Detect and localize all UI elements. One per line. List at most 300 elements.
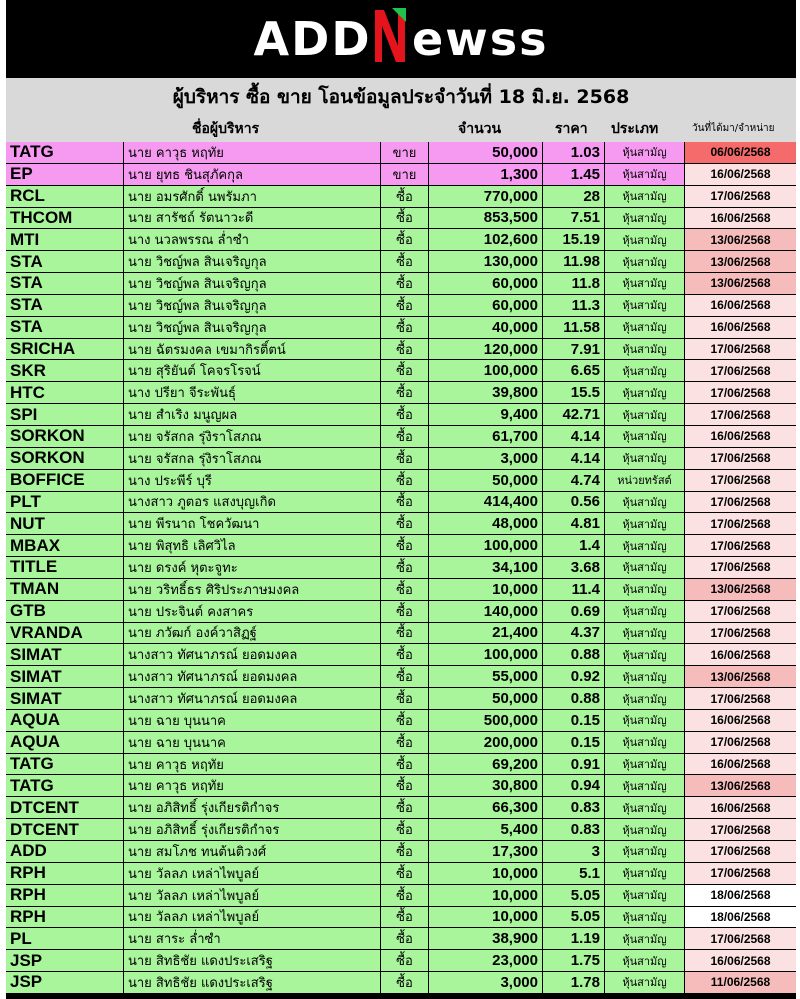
date-cell: 17/06/2568 <box>685 841 796 862</box>
security-type-cell: หุ้นสามัญ <box>605 601 685 622</box>
table-row <box>6 317 796 339</box>
symbol-cell: NUT <box>6 513 124 534</box>
date-cell: 13/06/2568 <box>685 251 796 272</box>
executive-name-cell: นาย จรัสกล รุ่งิราโสภณ <box>124 426 381 447</box>
security-type-cell: หุ้นสามัญ <box>605 644 685 665</box>
symbol-cell: RCL <box>6 186 124 207</box>
date-cell: 11/06/2568 <box>685 972 796 993</box>
price-cell: 6.65 <box>543 360 605 381</box>
security-type-cell: หุ้นสามัญ <box>605 273 685 294</box>
executive-name-cell: นาย วริทธิ์ธร ศิริประภาษมงคล <box>124 579 381 600</box>
table-row <box>6 229 796 251</box>
date-cell: 17/06/2568 <box>685 688 796 709</box>
quantity-cell: 100,000 <box>429 360 543 381</box>
action-cell: ซื้อ <box>381 404 429 425</box>
quantity-cell: 200,000 <box>429 732 543 753</box>
symbol-cell: SKR <box>6 360 124 381</box>
symbol-cell: STA <box>6 317 124 338</box>
executive-name-cell: นาย ภวัฒก์ องค์วาสิฏฐ์ <box>124 623 381 644</box>
table-row <box>6 382 796 404</box>
executive-name-cell: นาง ปรียา จีระพันธุ์ <box>124 382 381 403</box>
symbol-cell: EP <box>6 164 124 185</box>
date-cell: 18/06/2568 <box>685 907 796 928</box>
executive-name-cell: นาย วิชญ์พล สินเจริญกุล <box>124 295 381 316</box>
action-cell: ซื้อ <box>381 251 429 272</box>
table-row <box>6 950 796 972</box>
price-cell: 4.14 <box>543 426 605 447</box>
symbol-cell: MTI <box>6 229 124 250</box>
security-type-cell: หุ้นสามัญ <box>605 295 685 316</box>
price-cell: 3 <box>543 841 605 862</box>
table-row <box>6 557 796 579</box>
date-cell: 16/06/2568 <box>685 950 796 971</box>
executive-name-cell: นางสาว ทัศนาภรณ์ ยอดมงคล <box>124 644 381 665</box>
price-cell: 11.58 <box>543 317 605 338</box>
security-type-cell: หุ้นสามัญ <box>605 623 685 644</box>
price-cell: 7.91 <box>543 339 605 360</box>
header-name: ชื่อผู้บริหาร <box>192 121 260 137</box>
executive-name-cell: นาย ฉาย บุนนาค <box>124 732 381 753</box>
quantity-cell: 60,000 <box>429 295 543 316</box>
action-cell: ซื้อ <box>381 928 429 949</box>
logo-right: ewss <box>412 12 549 66</box>
action-cell: ซื้อ <box>381 666 429 687</box>
quantity-cell: 5,400 <box>429 819 543 840</box>
table-row <box>6 273 796 295</box>
date-cell: 16/06/2568 <box>685 208 796 229</box>
action-cell: ซื้อ <box>381 775 429 796</box>
table-row <box>6 404 796 426</box>
price-cell: 42.71 <box>543 404 605 425</box>
price-cell: 4.81 <box>543 513 605 534</box>
table-row <box>6 907 796 929</box>
symbol-cell: TATG <box>6 775 124 796</box>
executive-name-cell: นาย พีรนาถ โชควัฒนา <box>124 513 381 534</box>
symbol-cell: PL <box>6 928 124 949</box>
table-row <box>6 885 796 907</box>
action-cell: ซื้อ <box>381 557 429 578</box>
date-cell: 06/06/2568 <box>685 142 796 163</box>
action-cell: ซื้อ <box>381 710 429 731</box>
executive-name-cell: นาย สมโภช ทนต้นติวงศ์ <box>124 841 381 862</box>
price-cell: 0.83 <box>543 819 605 840</box>
security-type-cell: หุ้นสามัญ <box>605 492 685 513</box>
symbol-cell: AQUA <box>6 710 124 731</box>
table-row <box>6 579 796 601</box>
executive-name-cell: นาย สารัชถ์ รัตนาวะดี <box>124 208 381 229</box>
table-header <box>6 116 796 142</box>
symbol-cell: BOFFICE <box>6 470 124 491</box>
security-type-cell: หุ้นสามัญ <box>605 251 685 272</box>
action-cell: ซื้อ <box>381 470 429 491</box>
table-row <box>6 841 796 863</box>
action-cell: ซื้อ <box>381 295 429 316</box>
price-cell: 4.74 <box>543 470 605 491</box>
security-type-cell: หุ้นสามัญ <box>605 229 685 250</box>
price-cell: 5.1 <box>543 863 605 884</box>
security-type-cell: หุ้นสามัญ <box>605 142 685 163</box>
symbol-cell: ADD <box>6 841 124 862</box>
quantity-cell: 30,800 <box>429 775 543 796</box>
price-cell: 5.05 <box>543 907 605 928</box>
action-cell: ซื้อ <box>381 972 429 993</box>
symbol-cell: DTCENT <box>6 797 124 818</box>
executive-name-cell: นาย วิชญ์พล สินเจริญกุล <box>124 273 381 294</box>
table-row <box>6 623 796 645</box>
price-cell: 3.68 <box>543 557 605 578</box>
action-cell: ซื้อ <box>381 950 429 971</box>
quantity-cell: 9,400 <box>429 404 543 425</box>
executive-name-cell: นาย สิทธิชัย แดงประเสริฐ <box>124 950 381 971</box>
date-cell: 16/06/2568 <box>685 317 796 338</box>
price-cell: 1.03 <box>543 142 605 163</box>
table-row <box>6 535 796 557</box>
price-cell: 28 <box>543 186 605 207</box>
symbol-cell: RPH <box>6 885 124 906</box>
security-type-cell: หุ้นสามัญ <box>605 360 685 381</box>
executive-name-cell: นาย จรัสกล รุ่งิราโสภณ <box>124 448 381 469</box>
quantity-cell: 414,400 <box>429 492 543 513</box>
quantity-cell: 66,300 <box>429 797 543 818</box>
executive-name-cell: นาย สำเริง มนูญผล <box>124 404 381 425</box>
price-cell: 1.4 <box>543 535 605 556</box>
quantity-cell: 3,000 <box>429 972 543 993</box>
report-frame <box>6 0 796 999</box>
security-type-cell: หุ้นสามัญ <box>605 448 685 469</box>
quantity-cell: 60,000 <box>429 273 543 294</box>
table-row <box>6 928 796 950</box>
quantity-cell: 120,000 <box>429 339 543 360</box>
executive-name-cell: นาย คาวุธ หฤทัย <box>124 754 381 775</box>
transactions-table <box>6 142 796 994</box>
table-row <box>6 732 796 754</box>
action-cell: ซื้อ <box>381 273 429 294</box>
action-cell: ซื้อ <box>381 186 429 207</box>
action-cell: ซื้อ <box>381 339 429 360</box>
executive-name-cell: นาย วัลลภ เหล่าไพบูลย์ <box>124 863 381 884</box>
action-cell: ซื้อ <box>381 579 429 600</box>
security-type-cell: หุ้นสามัญ <box>605 841 685 862</box>
date-cell: 17/06/2568 <box>685 928 796 949</box>
date-cell: 16/06/2568 <box>685 295 796 316</box>
executive-name-cell: นางสาว ภูตอร แสงบุญเกิด <box>124 492 381 513</box>
table-row <box>6 164 796 186</box>
date-cell: 17/06/2568 <box>685 470 796 491</box>
quantity-cell: 500,000 <box>429 710 543 731</box>
security-type-cell: หุ้นสามัญ <box>605 819 685 840</box>
quantity-cell: 10,000 <box>429 863 543 884</box>
symbol-cell: SORKON <box>6 426 124 447</box>
table-row <box>6 492 796 514</box>
quantity-cell: 48,000 <box>429 513 543 534</box>
quantity-cell: 10,000 <box>429 907 543 928</box>
security-type-cell: หุ้นสามัญ <box>605 710 685 731</box>
quantity-cell: 50,000 <box>429 142 543 163</box>
security-type-cell: หุ้นสามัญ <box>605 928 685 949</box>
table-row <box>6 666 796 688</box>
quantity-cell: 100,000 <box>429 535 543 556</box>
table-row <box>6 797 796 819</box>
date-cell: 17/06/2568 <box>685 513 796 534</box>
table-row <box>6 142 796 164</box>
symbol-cell: MBAX <box>6 535 124 556</box>
security-type-cell: หุ้นสามัญ <box>605 426 685 447</box>
table-row <box>6 710 796 732</box>
symbol-cell: STA <box>6 273 124 294</box>
price-cell: 0.83 <box>543 797 605 818</box>
security-type-cell: หุ้นสามัญ <box>605 950 685 971</box>
quantity-cell: 50,000 <box>429 470 543 491</box>
quantity-cell: 23,000 <box>429 950 543 971</box>
date-cell: 13/06/2568 <box>685 775 796 796</box>
price-cell: 0.94 <box>543 775 605 796</box>
quantity-cell: 140,000 <box>429 601 543 622</box>
security-type-cell: หุ้นสามัญ <box>605 339 685 360</box>
table-row <box>6 251 796 273</box>
symbol-cell: SIMAT <box>6 666 124 687</box>
table-row <box>6 186 796 208</box>
symbol-cell: TMAN <box>6 579 124 600</box>
quantity-cell: 50,000 <box>429 688 543 709</box>
quantity-cell: 102,600 <box>429 229 543 250</box>
date-cell: 16/06/2568 <box>685 164 796 185</box>
price-cell: 0.56 <box>543 492 605 513</box>
quantity-cell: 40,000 <box>429 317 543 338</box>
action-cell: ซื้อ <box>381 513 429 534</box>
action-cell: ซื้อ <box>381 229 429 250</box>
executive-name-cell: นาย วัลลภ เหล่าไพบูลย์ <box>124 907 381 928</box>
security-type-cell: หุ้นสามัญ <box>605 732 685 753</box>
executive-name-cell: นาย คาวุธ หฤทัย <box>124 775 381 796</box>
price-cell: 4.14 <box>543 448 605 469</box>
table-row <box>6 295 796 317</box>
symbol-cell: SRICHA <box>6 339 124 360</box>
action-cell: ซื้อ <box>381 426 429 447</box>
executive-name-cell: นาย อภิสิทธิ์ รุ่งเกียรติกำจร <box>124 797 381 818</box>
price-cell: 11.8 <box>543 273 605 294</box>
quantity-cell: 61,700 <box>429 426 543 447</box>
symbol-cell: STA <box>6 251 124 272</box>
executive-name-cell: นาย ดรงค์ หุตะจูทะ <box>124 557 381 578</box>
table-row <box>6 339 796 361</box>
security-type-cell: หุ้นสามัญ <box>605 863 685 884</box>
brand-logo <box>6 0 796 78</box>
executive-name-cell: นาง ประพีร์ บุรี <box>124 470 381 491</box>
price-cell: 15.5 <box>543 382 605 403</box>
date-cell: 16/06/2568 <box>685 644 796 665</box>
executive-name-cell: นาย อมรศักดิ์ นพรัมภา <box>124 186 381 207</box>
security-type-cell: หุ้นสามัญ <box>605 513 685 534</box>
date-cell: 18/06/2568 <box>685 885 796 906</box>
quantity-cell: 38,900 <box>429 928 543 949</box>
security-type-cell: หุ้นสามัญ <box>605 579 685 600</box>
price-cell: 0.88 <box>543 644 605 665</box>
price-cell: 1.78 <box>543 972 605 993</box>
date-cell: 13/06/2568 <box>685 273 796 294</box>
action-cell: ซื้อ <box>381 448 429 469</box>
security-type-cell: หุ้นสามัญ <box>605 907 685 928</box>
executive-name-cell: นาย ฉาย บุนนาค <box>124 710 381 731</box>
action-cell: ซื้อ <box>381 382 429 403</box>
symbol-cell: RPH <box>6 907 124 928</box>
date-cell: 13/06/2568 <box>685 229 796 250</box>
symbol-cell: THCOM <box>6 208 124 229</box>
symbol-cell: JSP <box>6 950 124 971</box>
date-cell: 16/06/2568 <box>685 710 796 731</box>
symbol-cell: AQUA <box>6 732 124 753</box>
date-cell: 17/06/2568 <box>685 819 796 840</box>
executive-name-cell: นาย วิชญ์พล สินเจริญกุล <box>124 251 381 272</box>
date-cell: 17/06/2568 <box>685 732 796 753</box>
executive-name-cell: นาย สุริยันต์ โคจรโรจน์ <box>124 360 381 381</box>
symbol-cell: JSP <box>6 972 124 993</box>
price-cell: 0.88 <box>543 688 605 709</box>
header-qty: จำนวน <box>458 121 502 137</box>
executive-name-cell: นาย วิชญ์พล สินเจริญกุล <box>124 317 381 338</box>
action-cell: ซื้อ <box>381 907 429 928</box>
action-cell: ซื้อ <box>381 688 429 709</box>
date-cell: 16/06/2568 <box>685 426 796 447</box>
price-cell: 1.45 <box>543 164 605 185</box>
price-cell: 0.15 <box>543 710 605 731</box>
quantity-cell: 130,000 <box>429 251 543 272</box>
executive-name-cell: นาย คาวุธ หฤทัย <box>124 142 381 163</box>
price-cell: 11.3 <box>543 295 605 316</box>
trend-arrow-icon <box>372 6 408 66</box>
security-type-cell: หุ้นสามัญ <box>605 535 685 556</box>
executive-name-cell: นาย อภิสิทธิ์ รุ่งเกียรติกำจร <box>124 819 381 840</box>
security-type-cell: หุ้นสามัญ <box>605 666 685 687</box>
date-cell: 17/06/2568 <box>685 186 796 207</box>
executive-name-cell: นางสาว ทัศนาภรณ์ ยอดมงคล <box>124 666 381 687</box>
table-row <box>6 863 796 885</box>
table-row <box>6 470 796 492</box>
date-cell: 17/06/2568 <box>685 492 796 513</box>
executive-name-cell: นาย พิสุทธิ เลิศวิไล <box>124 535 381 556</box>
symbol-cell: HTC <box>6 382 124 403</box>
executive-name-cell: นาย วัลลภ เหล่าไพบูลย์ <box>124 885 381 906</box>
quantity-cell: 39,800 <box>429 382 543 403</box>
logo-left: ADD <box>253 12 372 66</box>
executive-name-cell: นางสาว ทัศนาภรณ์ ยอดมงคล <box>124 688 381 709</box>
action-cell: ซื้อ <box>381 208 429 229</box>
security-type-cell: หุ้นสามัญ <box>605 775 685 796</box>
price-cell: 0.15 <box>543 732 605 753</box>
security-type-cell: หุ้นสามัญ <box>605 688 685 709</box>
executive-name-cell: นาย สาระ ล่ำซำ <box>124 928 381 949</box>
action-cell: ซื้อ <box>381 360 429 381</box>
action-cell: ขาย <box>381 142 429 163</box>
report-title: ผู้บริหาร ซื้อ ขาย โอนข้อมูลประจำวันที่ 18 มิ.ย. 2568 <box>6 78 796 116</box>
quantity-cell: 1,300 <box>429 164 543 185</box>
action-cell: ซื้อ <box>381 797 429 818</box>
table-row <box>6 688 796 710</box>
price-cell: 11.4 <box>543 579 605 600</box>
table-row <box>6 208 796 230</box>
symbol-cell: RPH <box>6 863 124 884</box>
date-cell: 17/06/2568 <box>685 601 796 622</box>
quantity-cell: 69,200 <box>429 754 543 775</box>
executive-name-cell: นาย ฉัตรมงคล เขมากิรติ์ตน์ <box>124 339 381 360</box>
table-row <box>6 426 796 448</box>
price-cell: 5.05 <box>543 885 605 906</box>
executive-name-cell: นาง นวลพรรณ ล่ำซำ <box>124 229 381 250</box>
date-cell: 17/06/2568 <box>685 863 796 884</box>
price-cell: 0.91 <box>543 754 605 775</box>
header-price: ราคา <box>555 121 588 137</box>
header-type: ประเภท <box>611 121 659 137</box>
symbol-cell: TATG <box>6 142 124 163</box>
symbol-cell: STA <box>6 295 124 316</box>
date-cell: 17/06/2568 <box>685 404 796 425</box>
action-cell: ซื้อ <box>381 601 429 622</box>
action-cell: ซื้อ <box>381 623 429 644</box>
date-cell: 16/06/2568 <box>685 754 796 775</box>
logo-n-mark <box>372 0 413 78</box>
quantity-cell: 21,400 <box>429 623 543 644</box>
date-cell: 17/06/2568 <box>685 623 796 644</box>
security-type-cell: หุ้นสามัญ <box>605 186 685 207</box>
price-cell: 15.19 <box>543 229 605 250</box>
executive-name-cell: นาย ยุทธ ชินสุภัคกุล <box>124 164 381 185</box>
table-row <box>6 360 796 382</box>
executive-name-cell: นาย สิทธิชัย แดงประเสริฐ <box>124 972 381 993</box>
quantity-cell: 34,100 <box>429 557 543 578</box>
date-cell: 17/06/2568 <box>685 448 796 469</box>
table-row <box>6 754 796 776</box>
date-cell: 16/06/2568 <box>685 797 796 818</box>
security-type-cell: หน่วยทรัสต์ <box>605 470 685 491</box>
quantity-cell: 3,000 <box>429 448 543 469</box>
symbol-cell: TATG <box>6 754 124 775</box>
table-row <box>6 601 796 623</box>
symbol-cell: SPI <box>6 404 124 425</box>
table-row <box>6 644 796 666</box>
security-type-cell: หุ้นสามัญ <box>605 164 685 185</box>
quantity-cell: 770,000 <box>429 186 543 207</box>
action-cell: ซื้อ <box>381 732 429 753</box>
action-cell: ซื้อ <box>381 317 429 338</box>
security-type-cell: หุ้นสามัญ <box>605 754 685 775</box>
date-cell: 17/06/2568 <box>685 360 796 381</box>
action-cell: ซื้อ <box>381 841 429 862</box>
table-row <box>6 819 796 841</box>
quantity-cell: 17,300 <box>429 841 543 862</box>
price-cell: 1.19 <box>543 928 605 949</box>
table-row <box>6 448 796 470</box>
date-cell: 13/06/2568 <box>685 579 796 600</box>
security-type-cell: หุ้นสามัญ <box>605 404 685 425</box>
symbol-cell: TITLE <box>6 557 124 578</box>
quantity-cell: 10,000 <box>429 885 543 906</box>
security-type-cell: หุ้นสามัญ <box>605 797 685 818</box>
security-type-cell: หุ้นสามัญ <box>605 317 685 338</box>
price-cell: 0.92 <box>543 666 605 687</box>
quantity-cell: 853,500 <box>429 208 543 229</box>
action-cell: ซื้อ <box>381 885 429 906</box>
quantity-cell: 10,000 <box>429 579 543 600</box>
action-cell: ขาย <box>381 164 429 185</box>
security-type-cell: หุ้นสามัญ <box>605 382 685 403</box>
header-date: วันที่ได้มา/จำหน่าย <box>692 123 775 134</box>
table-row <box>6 972 796 994</box>
symbol-cell: GTB <box>6 601 124 622</box>
table-row <box>6 775 796 797</box>
date-cell: 13/06/2568 <box>685 666 796 687</box>
logo-text <box>254 0 549 78</box>
symbol-cell: SIMAT <box>6 644 124 665</box>
quantity-cell: 100,000 <box>429 644 543 665</box>
